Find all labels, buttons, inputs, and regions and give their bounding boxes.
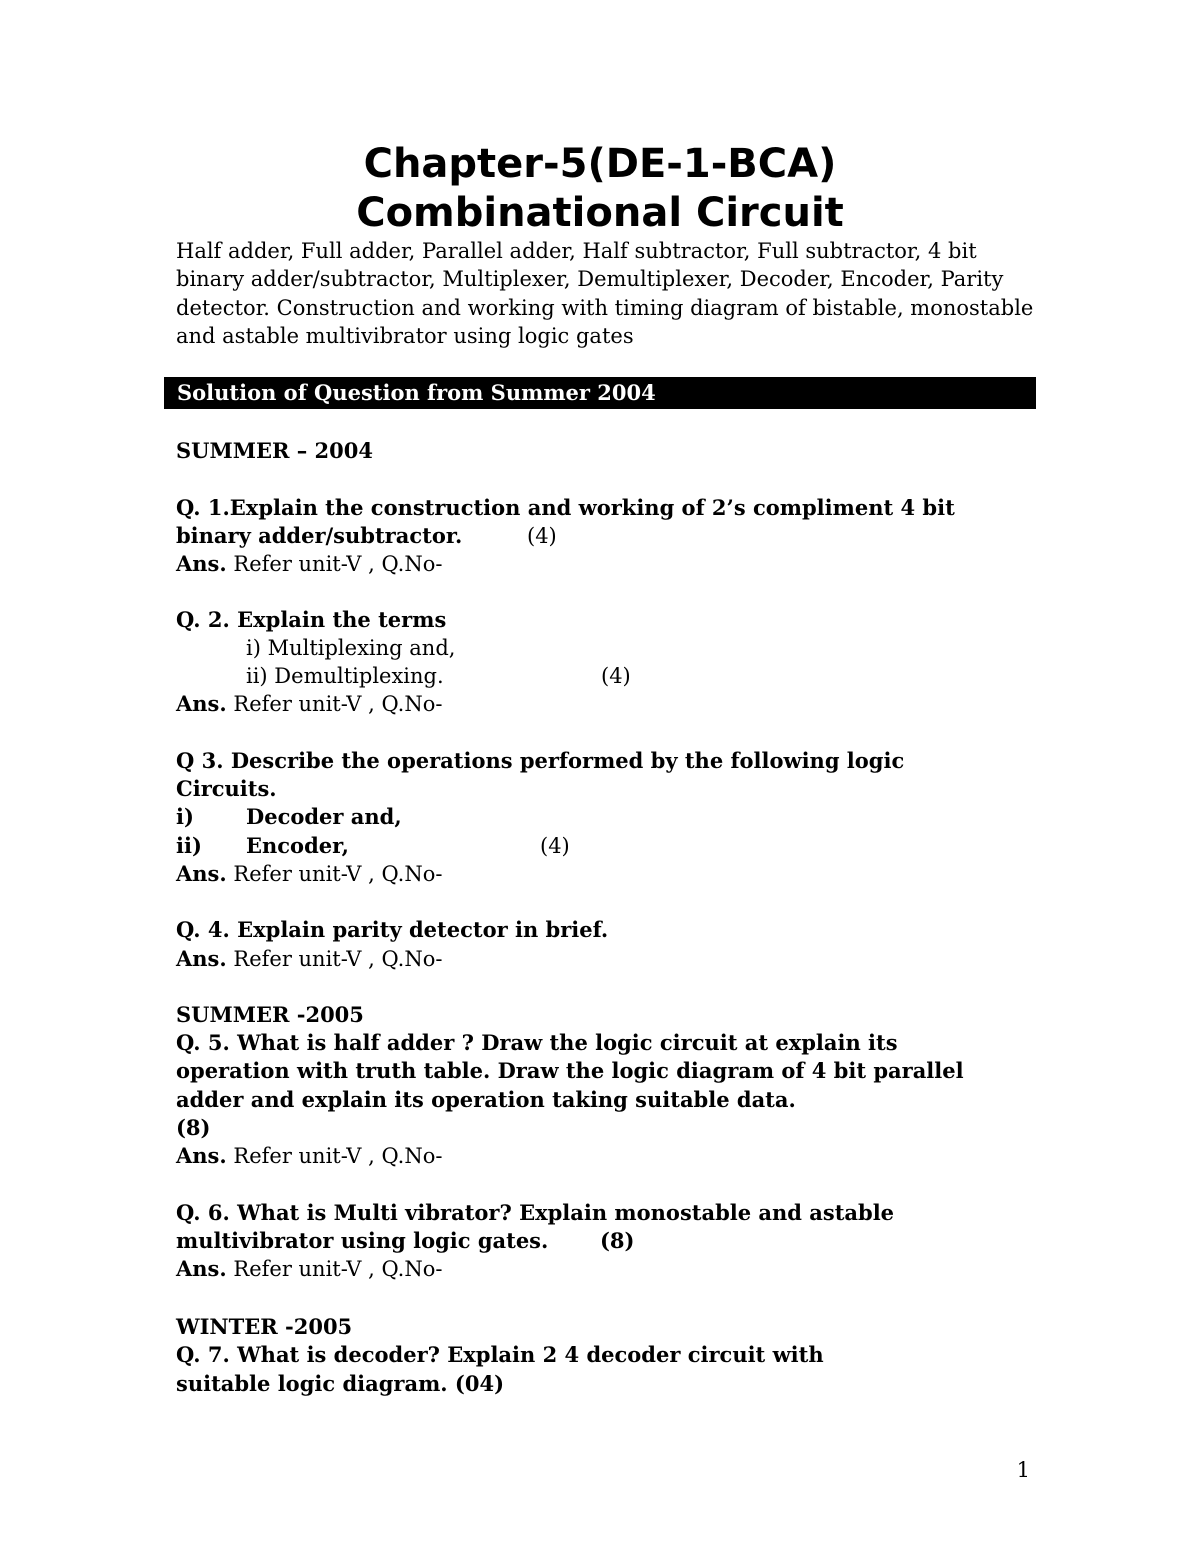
answer-6 — [176, 1255, 442, 1283]
answer-label: Ans. — [176, 946, 227, 971]
answer-reference: Refer unit-V , Q.No- — [226, 862, 443, 886]
answer-label: Ans. — [176, 551, 227, 576]
question-3-item-1-text: Decoder and, — [246, 804, 402, 829]
question-7-line-2-text: suitable logic diagram. — [176, 1371, 448, 1396]
question-2-item-2: ii) Demultiplexing. — [246, 664, 444, 688]
session-heading-summer-2005: SUMMER -2005 — [176, 1002, 364, 1027]
answer-label: Ans. — [176, 1143, 227, 1168]
question-7-line-2 — [176, 1370, 504, 1398]
question-7-line-1: Q. 7. What is decoder? Explain 2 4 decoder circuit with — [176, 1342, 824, 1367]
syllabus-intro: Half adder, Full adder, Parallel adder, Half subtractor, Full subtractor, 4 bit binary adder/subtractor, Multiplexer, Demultiplexer, Decoder, Encoder, Parity detector. Construction and working with timing diagram of bistable, monostable and astable multivibrator using logic gates — [176, 239, 1034, 348]
chapter-title: Chapter-5(DE-1-BCA) — [363, 141, 837, 187]
answer-label: Ans. — [176, 1256, 227, 1281]
answer-reference: Refer unit-V , Q.No- — [226, 947, 443, 971]
question-3-item-1-number: i) — [176, 804, 194, 829]
question-2-line-1: Q. 2. Explain the terms — [176, 607, 447, 632]
answer-label: Ans. — [176, 691, 227, 716]
question-6-line-2: multivibrator using logic gates. — [176, 1228, 549, 1253]
question-5-line-3: adder and explain its operation taking suitable data. — [176, 1087, 796, 1112]
answer-4 — [176, 945, 442, 973]
question-1-line-1: Q. 1.Explain the construction and working of 2’s compliment 4 bit — [176, 495, 955, 520]
question-3-line-1: Q 3. Describe the operations performed by the following logic — [176, 748, 905, 773]
question-7-marks: (04) — [454, 1371, 505, 1396]
question-2-marks: (4) — [601, 664, 631, 688]
answer-5 — [176, 1142, 442, 1170]
question-1-marks: (4) — [527, 524, 557, 548]
question-5-line-1: Q. 5. What is half adder ? Draw the logic circuit at explain its — [176, 1030, 898, 1055]
question-3-item-2-text: Encoder, — [246, 833, 349, 858]
answer-2 — [176, 690, 442, 718]
chapter-subtitle: Combinational Circuit — [356, 190, 844, 236]
session-heading-winter-2005: WINTER -2005 — [176, 1314, 353, 1339]
question-4-line-1: Q. 4. Explain parity detector in brief. — [176, 917, 609, 942]
answer-1 — [176, 550, 442, 578]
question-3-marks: (4) — [540, 834, 570, 858]
question-3-item-2-number: ii) — [176, 833, 202, 858]
page-number: 1 — [1016, 1458, 1030, 1482]
session-heading-summer-2004: SUMMER – 2004 — [176, 438, 373, 463]
question-5-line-2: operation with truth table. Draw the logic diagram of 4 bit parallel — [176, 1058, 964, 1083]
answer-reference: Refer unit-V , Q.No- — [226, 692, 443, 716]
question-6-line-1: Q. 6. What is Multi vibrator? Explain monostable and astable — [176, 1200, 895, 1225]
answer-reference: Refer unit-V , Q.No- — [226, 1144, 443, 1168]
answer-label: Ans. — [176, 861, 227, 886]
answer-reference: Refer unit-V , Q.No- — [226, 552, 443, 576]
answer-reference: Refer unit-V , Q.No- — [226, 1257, 443, 1281]
question-3-line-2: Circuits. — [176, 776, 277, 801]
question-2-item-1: i) Multiplexing and, — [246, 636, 456, 660]
question-5-marks: (8) — [176, 1115, 211, 1140]
answer-3 — [176, 860, 442, 888]
section-banner: Solution of Question from Summer 2004 — [164, 377, 1036, 409]
question-1-line-2: binary adder/subtractor. — [176, 523, 463, 548]
question-6-marks: (8) — [600, 1228, 635, 1253]
